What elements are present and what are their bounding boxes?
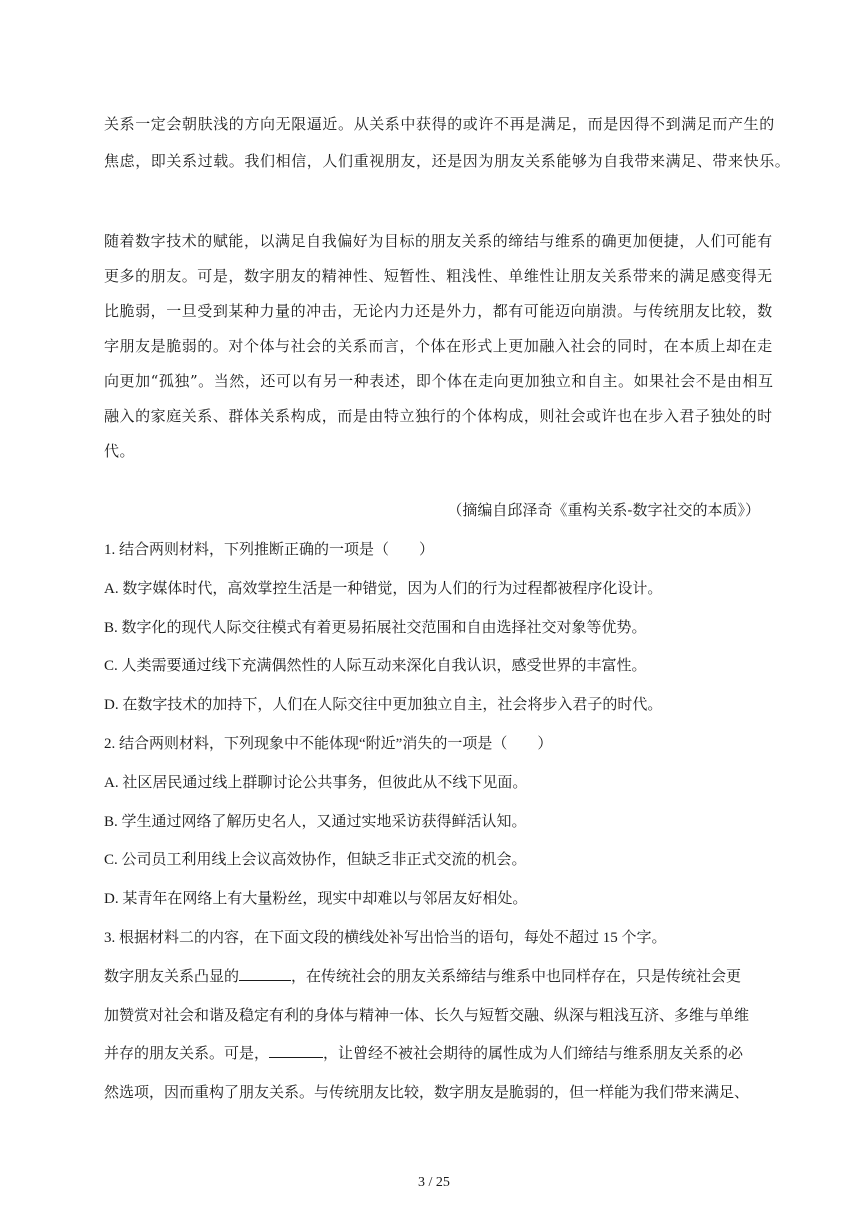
- text-line: 字朋友是脆弱的。对个体与社会的关系而言，个体在形式上更加融入社会的同时，在本质上却在走: [104, 337, 773, 355]
- text-line: 比脆弱，一旦受到某种力量的冲击，无论内力还是外力，都有可能迈向崩溃。与传统朋友比较，数: [104, 302, 773, 320]
- question-1-option-c: C. 人类需要通过线下充满偶然性的人际互动来深化自我认识，感受世界的丰富性。: [104, 658, 647, 674]
- text-line: 融入的家庭关系、群体关系构成，而是由特立独行的个体构成，则社会或许也在步入君子独处的时: [104, 407, 773, 425]
- question-1-option-a: A. 数字媒体时代，高效掌控生活是一种错觉，因为人们的行为过程都被程序化设计。: [104, 581, 663, 597]
- question-3-text-line: 加赞赏对社会和谐及稳定有利的身体与精神一体、长久与短暂交融、纵深与粗浅互济、多维与单维: [104, 1008, 750, 1024]
- text-segment: ，在传统社会的朋友关系缔结与维系中也同样存在，只是传统社会更: [291, 969, 742, 985]
- text-segment: ，让曾经不被社会期待的属性成为人们缔结与维系朋友关系的必: [323, 1046, 744, 1062]
- question-3-text-line: [104, 1042, 743, 1066]
- question-1-option-b: B. 数字化的现代人际交往模式有着更易拓展社交范围和自由选择社交对象等优势。: [104, 620, 647, 636]
- text-line: 关系一定会朝肤浅的方向无限逼近。从关系中获得的或许不再是满足，而是因得不到满足而产生的: [104, 115, 775, 133]
- text-line: 随着数字技术的赋能，以满足自我偏好为目标的朋友关系的缔结与维系的确更加便捷，人们可能有: [104, 232, 773, 250]
- question-2-stem: 2. 结合两则材料，下列现象中不能体现“附近”消失的一项是（ ）: [104, 736, 553, 752]
- question-3-stem: 3. 根据材料二的内容，在下面文段的横线处补写出恰当的语句，每处不超过 15 个字。: [104, 930, 667, 946]
- text-segment: 并存的朋友关系。可是，: [104, 1046, 270, 1062]
- question-2-option-d: D. 某青年在网络上有大量粉丝，现实中却难以与邻居友好相处。: [104, 891, 528, 907]
- text-segment: 数字朋友关系凸显的: [104, 969, 240, 985]
- answer-blank-1[interactable]: [239, 966, 291, 981]
- question-2-option-a: A. 社区居民通过线上群聊讨论公共事务，但彼此从不线下见面。: [104, 775, 528, 791]
- question-2-option-b: B. 学生通过网络了解历史名人，又通过实地采访获得鲜活认知。: [104, 814, 527, 830]
- question-3-text-line: [104, 965, 741, 989]
- page-number: 3 / 25: [418, 1175, 450, 1190]
- answer-blank-2[interactable]: [269, 1043, 323, 1058]
- text-line: 更多的朋友。可是，数字朋友的精神性、短暂性、粗浅性、单维性让朋友关系带来的满足感变得无: [104, 267, 773, 285]
- question-1-option-d: D. 在数字技术的加持下，人们在人际交往中更加独立自主，社会将步入君子的时代。: [104, 697, 663, 713]
- source-citation: （摘编自邱泽奇《重构关系-数字社交的本质》）: [447, 501, 760, 519]
- question-1-stem: 1. 结合两则材料，下列推断正确的一项是（ ）: [104, 542, 435, 558]
- material-paragraph: [104, 224, 772, 469]
- text-line: 焦虑，即关系过载。我们相信，人们重视朋友，还是因为朋友关系能够为自我带来满足、带来快乐。: [104, 152, 791, 170]
- question-2-option-c: C. 公司员工利用线上会议高效协作，但缺乏非正式交流的机会。: [104, 852, 527, 868]
- material-paragraph-tail: [104, 106, 791, 180]
- question-3-text-line: 然选项，因而重构了朋友关系。与传统朋友比较，数字朋友是脆弱的，但一样能为我们带来满足、: [104, 1085, 750, 1101]
- text-line: 代。: [104, 442, 136, 460]
- text-line: 向更加“孤独”。当然，还可以有另一种表述，即个体在走向更加独立和自主。如果社会不是由相互: [104, 372, 774, 390]
